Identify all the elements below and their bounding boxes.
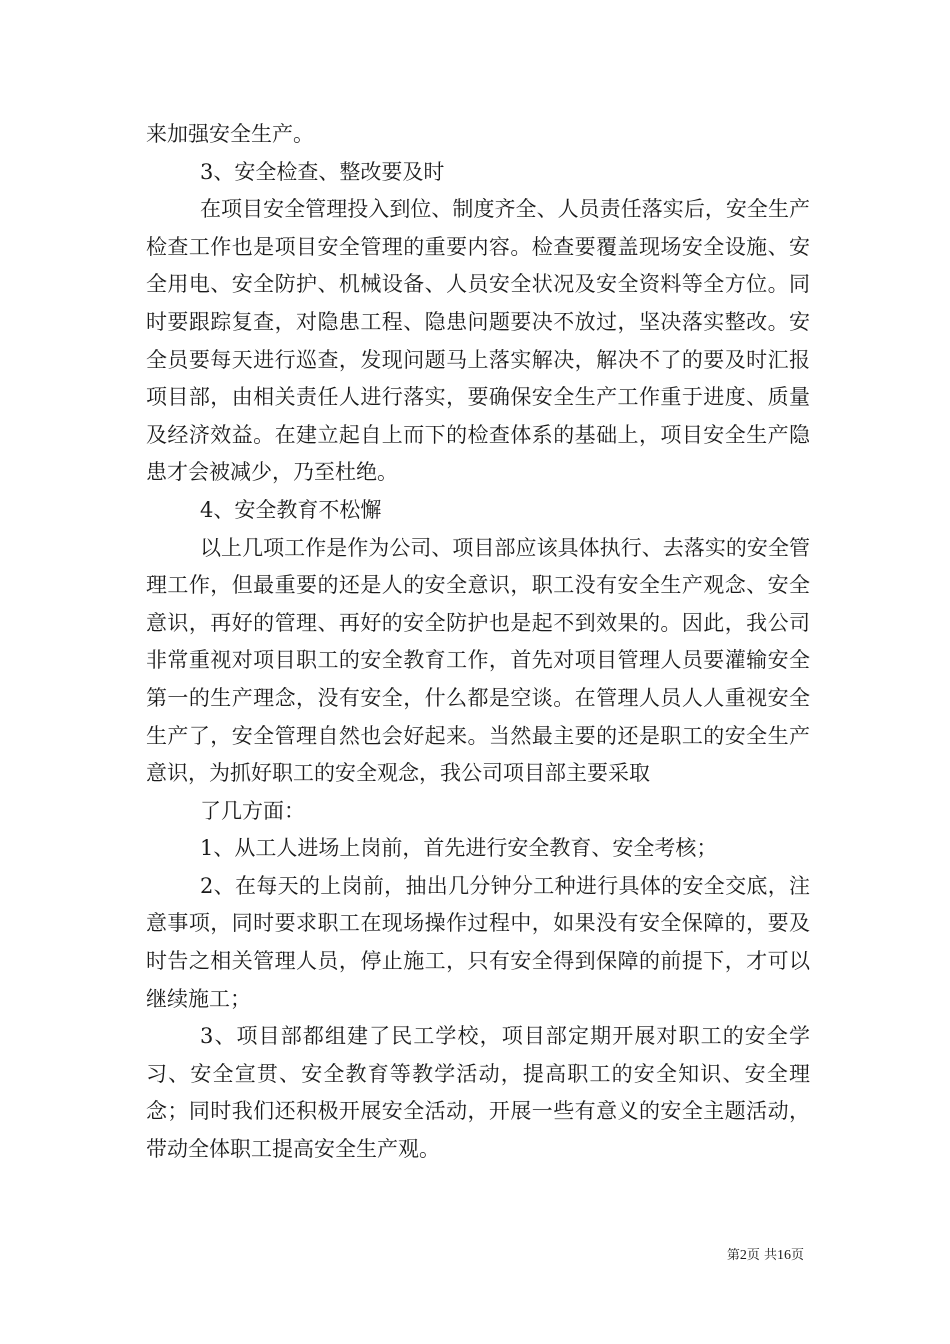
list-item-1: 1、从工人进场上岗前，首先进行安全教育、安全考核； — [200, 836, 718, 861]
footer-middle: 页 共 — [746, 1248, 777, 1263]
section-heading-3: 3、安全检查、整改要及时 — [200, 159, 445, 184]
list-item-3: 3、项目部都组建了民工学校，项目部定期开展对职工的安全学习、安全宣贯、安全教育等教学活动，提高职工的安全知识、安全理念；同时我们还积极开展安全活动，开展一些有意义的安全主题活动，带动全体职工提高安全生产观。 — [146, 1024, 810, 1162]
paragraph-continuation: 来加强安全生产。 — [146, 122, 314, 146]
paragraph-safety-inspection: 在项目安全管理投入到位、制度齐全、人员责任落实后，安全生产检查工作也是项目安全管理的重要内容。检查要覆盖现场安全设施、安全用电、安全防护、机械设备、人员安全状况及安全资料等全方位。同时要跟踪复查，对隐患工程、隐患问题要决不放过，坚决落实整改。安全员要每天进行巡查，发现问题马上落实解决，解决不了的要及时汇报项目部，由相关责任人进行落实，要确保安全生产工作重于进度、质量及经济效益。在建立起自上而下的检查体系的基础上，项目安全生产隐患才会被减少，乃至杜绝。 — [146, 197, 810, 485]
page-footer — [727, 1244, 804, 1264]
body-text — [146, 116, 810, 1169]
current-page-number: 2 — [739, 1248, 747, 1263]
footer-suffix: 页 — [790, 1248, 804, 1263]
paragraph-safety-education: 以上几项工作是作为公司、项目部应该具体执行、去落实的安全管理工作，但最重要的还是人的安全意识，职工没有安全生产观念、安全意识，再好的管理、再好的安全防护也是起不到效果的。因此，我公司非常重视对项目职工的安全教育工作，首先对项目管理人员要灌输安全第一的生产理念，没有安全，什么都是空谈。在管理人员人人重视安全生产了，安全管理自然也会好起来。当然最主要的还是职工的安全生产意识，为抓好职工的安全观念，我公司项目部主要采取 — [146, 535, 810, 786]
footer-prefix: 第 — [726, 1248, 740, 1263]
paragraph-measures-intro: 了几方面： — [200, 798, 305, 823]
total-pages-number: 16 — [776, 1248, 791, 1263]
list-item-2: 2、在每天的上岗前，抽出几分钟分工种进行具体的安全交底，注意事项，同时要求职工在现场操作过程中，如果没有安全保障的，要及时告之相关管理人员，停止施工，只有安全得到保障的前提下，才可以继续施工； — [146, 873, 810, 1011]
section-heading-4: 4、安全教育不松懈 — [200, 497, 382, 522]
